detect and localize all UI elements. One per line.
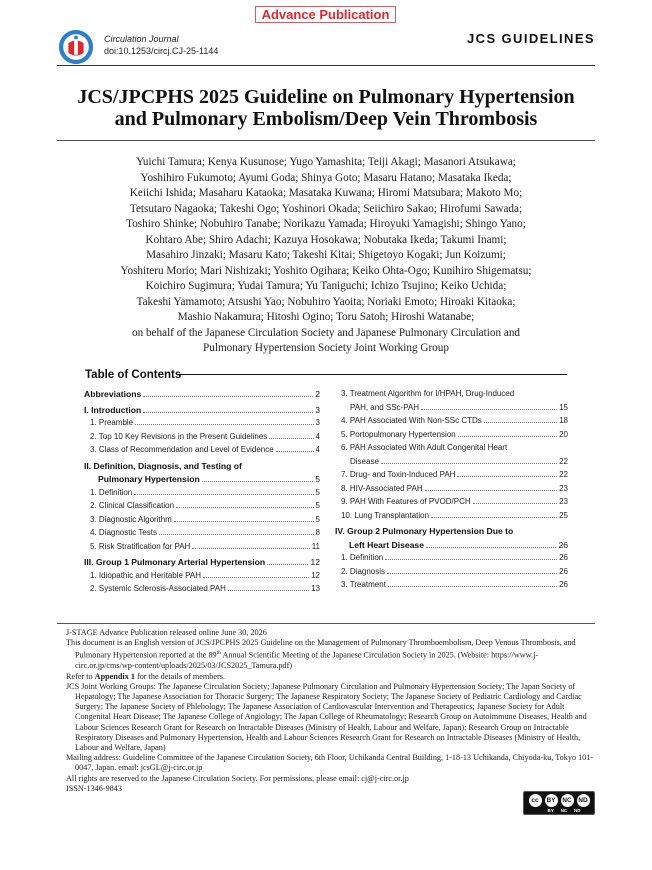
toc-entry-label: II. Definition, Diagnosis, and Testing of <box>84 460 242 471</box>
toc-leader-dots <box>202 481 314 482</box>
author-list <box>85 155 567 357</box>
toc-entry-label: 5. Risk Stratification for PAH <box>90 541 191 551</box>
toc-leader-dots <box>174 521 314 522</box>
author-line: on behalf of the Japanese Circulation Society and Japanese Pulmonary Circulation and <box>131 326 521 339</box>
toc-page-number: 5 <box>315 487 320 497</box>
toc-leader-dots <box>276 451 314 452</box>
release-note: J-STAGE Advance Publication released online June 30, 2026 <box>66 628 267 637</box>
toc-heading: Table of Contents <box>85 369 182 381</box>
toc-entry-label: 3. Class of Recommendation and Level of Evidence <box>90 445 274 454</box>
section-label: JCS GUIDELINES <box>467 31 595 46</box>
toc-page-number: 11 <box>311 541 320 551</box>
toc-page-number: 15 <box>559 402 568 412</box>
toc-page-number: 26 <box>559 553 568 562</box>
toc-page-number: 4 <box>315 431 320 441</box>
toc-entry[interactable] <box>335 580 568 594</box>
author-line: Tetsutaro Nagaoka; Takeshi Ogo; Yoshinori Okada; Seiichiro Sakao; Hirofumi Sawada; <box>129 202 523 215</box>
toc-entry[interactable] <box>335 540 568 554</box>
toc-leader-dots <box>381 463 557 464</box>
toc-leader-dots <box>387 573 557 574</box>
toc-entry[interactable] <box>335 416 568 430</box>
toc-entry-label: III. Group 1 Pulmonary Arterial Hypertension <box>84 557 266 567</box>
toc-entry[interactable] <box>84 571 320 585</box>
toc-page-number: 20 <box>559 429 568 439</box>
license-label: ND <box>574 808 581 813</box>
toc-page-number: 13 <box>311 584 320 593</box>
toc-leader-dots <box>431 517 557 518</box>
header-divider <box>57 65 595 66</box>
toc-page-number: 22 <box>559 456 568 466</box>
toc-entry-label: PAH, and SSc-PAH <box>350 402 420 412</box>
toc-leader-dots <box>388 586 557 587</box>
toc-entry-label: 3. Treatment Algorithm for I/HPAH, Drug-Induced <box>341 389 515 398</box>
article-title <box>57 86 595 130</box>
toc-leader-dots <box>457 476 557 477</box>
toc-entry[interactable] <box>335 497 568 511</box>
toc-leader-dots <box>143 412 313 413</box>
toc-page-number: 26 <box>559 566 568 576</box>
title-divider <box>57 140 595 141</box>
toc-leader-dots <box>192 548 309 549</box>
toc-leader-dots <box>228 590 309 591</box>
toc-page-number: 26 <box>559 580 568 589</box>
toc-entry[interactable] <box>84 542 320 556</box>
toc-entry[interactable] <box>335 430 568 444</box>
license-label: NC <box>560 808 568 813</box>
toc-leader-dots <box>458 436 557 437</box>
toc-entry[interactable] <box>84 584 320 598</box>
mailing-address: Mailing address: Guideline Committee of the Japanese Circulation Society, 6th Floor, Uchikanda Central Building, 1-18-13 Uchikanda, Chiyoda-ku, Tokyo 101-0047, Japan. email: jcsGL@j-circ.or.jp <box>66 753 594 773</box>
toc-entry[interactable] <box>84 528 320 542</box>
title-line: JCS/JPCPHS 2025 Guideline on Pulmonary Hypertension <box>77 86 575 108</box>
toc-leader-dots <box>425 490 557 491</box>
toc-entry[interactable] <box>335 443 568 457</box>
toc-page-number: 26 <box>558 539 568 550</box>
toc-entry-label: 1. Definition <box>90 487 133 497</box>
toc-entry[interactable] <box>335 457 568 471</box>
toc-entry-label: 3. Diagnostic Algorithm <box>90 514 172 524</box>
journal-name: Circulation Journal <box>104 34 179 44</box>
toc-page-number: 2 <box>315 389 320 399</box>
rights-note: All rights are reserved to the Japanese Circulation Society. For permissions, please email: cj@j-circ.or.jp <box>66 773 409 783</box>
toc-entry-label: 2. Clinical Classification <box>90 501 175 510</box>
author-line: Pulmonary Hypertension Society Joint Working Group <box>203 342 449 354</box>
toc-entry[interactable] <box>335 567 568 581</box>
toc-entry[interactable] <box>84 474 320 488</box>
toc-column-left <box>84 389 320 598</box>
toc-page-number: 25 <box>559 510 568 520</box>
toc-leader-dots <box>203 577 309 578</box>
author-line: Yoshihiro Fukumoto; Ayumi Goda; Shinya Goto; Masaru Hatano; Masataka Ikeda; <box>140 171 512 184</box>
toc-entry[interactable] <box>335 403 568 417</box>
author-line: Keiichi Ishida; Masaharu Kataoka; Masataka Kuwana; Hiromi Matsubara; Makoto Mo; <box>129 187 523 199</box>
footnotes <box>66 628 594 794</box>
attribution-icon: BY <box>545 794 558 807</box>
toc-entry-label: 2. Diagnosis <box>341 566 386 576</box>
toc-page-number: 8 <box>315 528 320 537</box>
author-line: Kohtaro Abe; Shiro Adachi; Kazuya Hosokawa; Nobutaka Ikeda; Takumi Inami; <box>145 233 507 246</box>
toc-entry-label: I. Introduction <box>84 404 142 415</box>
toc-entry-label: Left Heart Disease <box>349 539 424 550</box>
toc-leader-dots <box>421 409 557 410</box>
toc-entry[interactable] <box>84 515 320 529</box>
toc-entry-label: 4. Diagnostic Tests <box>90 528 157 537</box>
advance-publication-banner: Advance Publication <box>255 6 396 23</box>
toc-leader-dots <box>269 438 313 439</box>
toc-leader-dots <box>134 494 313 495</box>
toc-entry[interactable] <box>84 405 320 419</box>
toc-page-number: 5 <box>315 514 320 524</box>
toc-entry[interactable] <box>335 553 568 567</box>
toc-leader-dots <box>385 559 557 560</box>
noderivatives-icon: ND <box>577 794 590 807</box>
toc-page-number: 23 <box>559 497 568 506</box>
author-line: Yoshiteru Morio; Mari Nishizaki; Yoshito Ogihara; Keiko Ohta-Ogo; Kunihiro Shigematsu; <box>120 264 532 277</box>
toc-leader-dots <box>426 547 556 548</box>
toc-page-number: 12 <box>310 557 320 567</box>
noncommercial-icon: NC <box>561 794 574 807</box>
toc-entry[interactable] <box>84 557 320 571</box>
footnote-divider <box>57 623 595 624</box>
author-line: Koichiro Sugimura; Yudai Tamura; Yu Taniguchi; Ichizo Tsujino; Keiko Uchida; <box>145 280 507 292</box>
toc-entry[interactable] <box>84 445 320 459</box>
toc-page-number: 22 <box>559 470 568 479</box>
toc-entry[interactable] <box>335 389 568 403</box>
toc-entry-label: IV. Group 2 Pulmonary Hypertension Due to <box>335 526 514 536</box>
toc-entry-label: 6. PAH Associated With Adult Congenital Heart <box>341 443 508 452</box>
toc-entry-label: Disease <box>350 456 379 466</box>
toc-entry[interactable] <box>335 470 568 484</box>
toc-leader-dots <box>143 396 313 397</box>
toc-leader-dots <box>135 424 313 425</box>
journal-logo-icon <box>57 28 95 66</box>
toc-divider <box>176 374 567 375</box>
toc-page-number: 5 <box>315 501 320 510</box>
toc-entry-label: Abbreviations <box>84 389 142 399</box>
toc-page-number: 3 <box>315 418 320 427</box>
author-line: Toshiro Shinke; Nobuhiro Tanabe; Norikazu Yamada; Hiroyuki Yamagishi; Shingo Yano; <box>126 218 526 230</box>
toc-entry[interactable] <box>84 432 320 446</box>
author-line: Mashio Nakamura; Hitoshi Ogino; Toru Satoh; Hiroshi Watanabe; <box>177 311 475 323</box>
toc-entry[interactable] <box>335 526 568 540</box>
issn: ISSN-1346-9843 <box>66 783 122 793</box>
author-line: Yuichi Tamura; Kenya Kusunose; Yugo Yamashita; Teiji Akagi; Masanori Atsukawa; <box>136 156 516 168</box>
toc-leader-dots <box>484 422 557 423</box>
toc-entry-label: 8. HIV-Associated PAH <box>341 483 423 493</box>
license-label: BY <box>547 808 554 813</box>
cc-license-badge[interactable] <box>523 791 595 815</box>
author-line: Masahiro Jinzaki; Masaru Kato; Takeshi Kitai; Shigetoyo Kogaki; Jun Koizumi; <box>146 249 506 261</box>
toc-page-number: 12 <box>311 570 320 580</box>
toc-leader-dots <box>159 534 314 535</box>
toc-entry-label: 4. PAH Associated With Non-SSc CTDs <box>341 416 482 425</box>
toc-column-right <box>335 389 568 594</box>
toc-page-number: 5 <box>315 474 320 484</box>
toc-entry-label: 9. PAH With Features of PVOD/PCH <box>341 497 471 506</box>
joint-working-groups: JCS Joint Working Groups: The Japanese Circulation Society; Japanese Pulmonary Circulation and Pulmonary Hypertension Society; The Japan Society of Hepatology; The Japanese Association for Thoracic Surgery; The Japanese Respiratory Society; The Japanese Society of Pediatric Cardiology and Cardiac Surgery; The Japanese Society of Phlebology; The Japanese Association of Cardiovascular Intervention and Therapeutics; Japanese Society for Adult Congenital Heart Disease; The Japanese College of Angiology; The Japan College of Rheumatology; Research Group on Autoimmune Diseases, Health and Labour Sciences Research Grant for Research on Intractable Diseases (Ministry of Health, Labour and Welfare, Japan); Research Group on Intractable Respiratory Diseases and Pulmonary Hypertension, Health and Labour Sciences Research Grant for Research on Intractable Diseases (Ministry of Health, Labour and Welfare, Japan) <box>66 681 587 752</box>
toc-leader-dots <box>176 507 314 508</box>
toc-entry-label: 2. Systemic Sclerosis-Associated PAH <box>90 584 226 593</box>
cc-icon: cc <box>529 794 542 807</box>
english-version-note: This document is an English version of JCS/JPCPHS 2025 Guideline on the Management of Pulmonary Thromboembolism, Deep Venous Thrombosis, and Pulmonary Hypertension reported at the 89th Annual Scientific Meeting of the Japanese Circulation Society in 2025. (Website: https://www.j-circ.or.jp/cms/wp-content/uploads/2025/03/JCS2025_Tamura.pdf) <box>66 638 576 671</box>
toc-page-number: 18 <box>559 416 568 425</box>
toc-entry[interactable] <box>84 488 320 502</box>
toc-entry[interactable] <box>335 484 568 498</box>
toc-entry-label: 2. Top 10 Key Revisions in the Present Guidelines <box>90 431 268 441</box>
toc-entry[interactable] <box>84 461 320 475</box>
toc-page-number: 4 <box>315 445 320 454</box>
toc-entry-label: 1. Definition <box>341 553 384 562</box>
toc-entry-label: 5. Portopulmonary Hypertension <box>341 429 456 439</box>
toc-entry-label: 3. Treatment <box>341 580 386 589</box>
appendix-link[interactable]: Appendix 1 <box>94 671 135 681</box>
author-line: Takeshi Yamamoto; Atsushi Yao; Nobuhiro Yaoita; Noriaki Emoto; Hiroaki Kitaoka; <box>136 295 516 308</box>
toc-leader-dots <box>473 503 557 504</box>
toc-entry-label: 1. Preamble <box>90 418 134 427</box>
toc-page-number: 23 <box>559 483 568 493</box>
toc-entry-label: 1. Idiopathic and Heritable PAH <box>90 570 202 580</box>
journal-doi[interactable]: doi:10.1253/circj.CJ-25-1144 <box>104 46 219 56</box>
toc-entry[interactable] <box>84 501 320 515</box>
toc-leader-dots <box>267 564 308 565</box>
toc-entry[interactable] <box>84 389 320 403</box>
toc-entry[interactable] <box>84 418 320 432</box>
toc-entry-label: 10. Lung Transplantation <box>341 510 430 520</box>
appendix-note: Refer to Appendix 1 for the details of members. <box>66 671 225 681</box>
toc-entry-label: Pulmonary Hypertension <box>98 474 200 484</box>
toc-entry[interactable] <box>335 511 568 525</box>
title-line: and Pulmonary Embolism/Deep Vein Thrombosis <box>114 108 538 130</box>
toc-page-number: 3 <box>315 404 320 415</box>
toc-entry-label: 7. Drug- and Toxin-Induced PAH <box>341 470 456 479</box>
